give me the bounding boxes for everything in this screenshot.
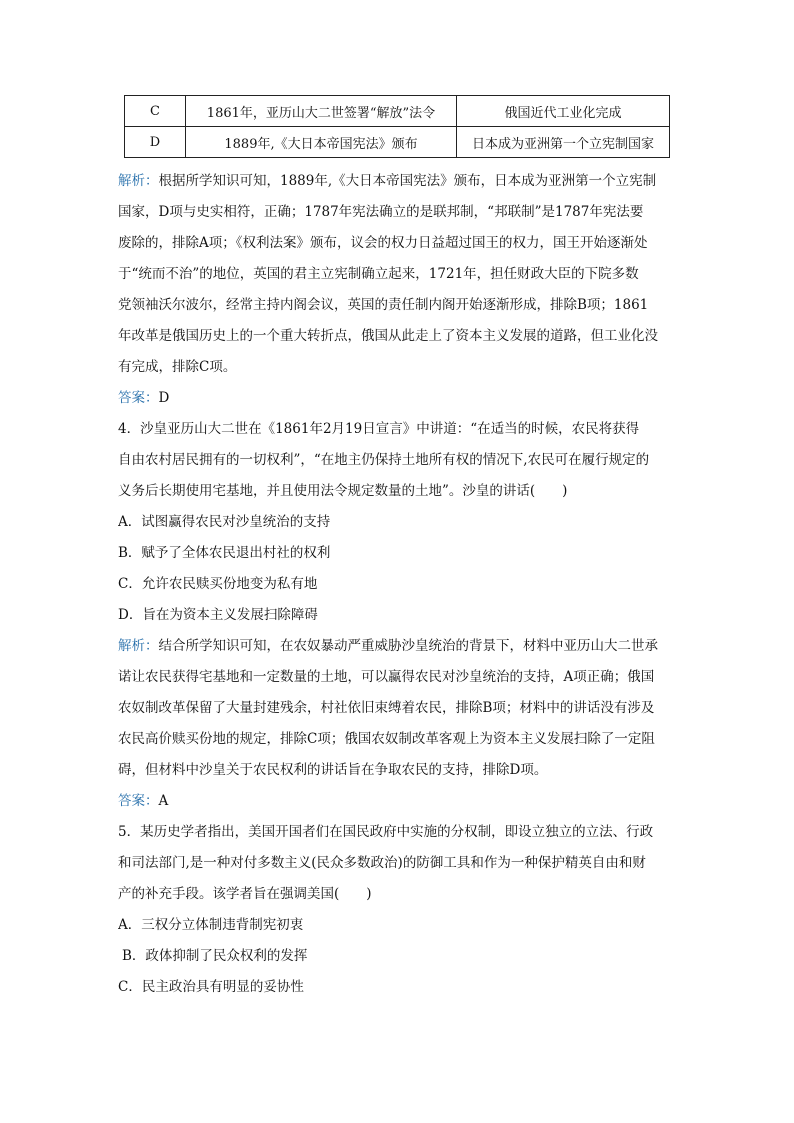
answer-label: 答案： <box>118 390 159 406</box>
analysis-label: 解析： <box>118 173 159 189</box>
analysis-label: 解析： <box>118 638 159 654</box>
q5-stem-line: 产的补充手段。该学者旨在强调美国( ) <box>118 886 372 902</box>
q3-analysis-line: 年改革是俄国历史上的一个重大转折点，俄国从此走上了资本主义发展的道路，但工业化没 <box>118 328 658 344</box>
option-event: 1889年,《大日本帝国宪法》颁布 <box>186 127 457 158</box>
option-result: 日本成为亚洲第一个立宪制国家 <box>457 127 670 158</box>
q3-analysis-line: 解析：根据所学知识可知，1889年,《大日本帝国宪法》颁布，日本成为亚洲第一个立宪制 <box>118 173 657 189</box>
q4-option: C．允许农民赎买份地变为私有地 <box>118 576 318 592</box>
q4-option: B．赋予了全体农民退出村社的权利 <box>118 545 331 561</box>
table-row <box>125 127 670 158</box>
option-letter: C <box>125 96 186 127</box>
q4-stem-line: 自由农村居民拥有的一切权利”，“在地主仍保持土地所有权的情况下,农民可在履行规定的 <box>118 452 650 468</box>
q3-analysis-line: 废除的，排除A项；《权利法案》颁布，议会的权力日益超过国王的权力，国王开始逐渐处 <box>118 235 648 251</box>
q5-option: A．三权分立体制违背制宪初衷 <box>118 917 304 933</box>
q4-stem-line: 义务后长期使用宅基地，并且使用法令规定数量的土地”。沙皇的讲话( ) <box>118 483 568 499</box>
q4-option: A．试图赢得农民对沙皇统治的支持 <box>118 514 331 530</box>
q4-analysis-line: 碍，但材料中沙皇关于农民权利的讲话旨在争取农民的支持，排除D项。 <box>118 762 548 778</box>
q3-analysis-line: 有完成，排除C项。 <box>118 359 237 375</box>
q4-analysis-line: 解析：结合所学知识可知，在农奴暴动严重威胁沙皇统治的背景下，材料中亚历山大二世承 <box>118 638 658 654</box>
q4-analysis-line: 农民高价赎买份地的规定，排除C项；俄国农奴制改革客观上为资本主义发展扫除了一定阻 <box>118 731 655 747</box>
q4-analysis-line: 农奴制改革保留了大量封建残余，村社依旧束缚着农民，排除B项；材料中的讲话没有涉及 <box>118 700 655 716</box>
q5-option: C．民主政治具有明显的妥协性 <box>118 979 304 995</box>
q3-analysis-line: 国家，D项与史实相符，正确；1787年宪法确立的是联邦制，“邦联制”是1787年宪法要 <box>118 204 644 220</box>
q3-analysis-line: 于“统而不治”的地位，英国的君主立宪制确立起来，1721年，担任财政大臣的下院多数 <box>118 266 639 282</box>
answer-label: 答案： <box>118 793 159 809</box>
q4-answer <box>118 786 678 817</box>
q4-option: D．旨在为资本主义发展扫除障碍 <box>118 607 318 623</box>
table-row <box>125 96 670 127</box>
q5-option: B．政体抑制了民众权利的发挥 <box>122 948 308 964</box>
q5-stem-line: 5．某历史学者指出，美国开国者们在国民政府中实施的分权制，即设立独立的立法、行政 <box>118 824 654 840</box>
option-event: 1861年，亚历山大二世签署“解放”法令 <box>186 96 457 127</box>
q3-answer <box>118 383 678 414</box>
options-table <box>124 95 670 158</box>
answer-value: D <box>158 390 170 406</box>
q5-stem-line: 和司法部门,是一种对付多数主义(民众多数政治)的防御工具和作为一种保护精英自由和财 <box>118 855 646 871</box>
q4-stem-line: 4．沙皇亚历山大二世在《1861年2月19日宣言》中讲道：“在适当的时候，农民将获得 <box>118 421 640 437</box>
document-body <box>118 166 678 1003</box>
q3-analysis-line: 党领袖沃尔波尔，经常主持内阁会议，英国的责任制内阁开始逐渐形成，排除B项；1861 <box>118 297 649 313</box>
answer-value: A <box>158 793 169 809</box>
option-letter: D <box>125 127 186 158</box>
option-result: 俄国近代工业化完成 <box>457 96 670 127</box>
q4-analysis-line: 诺让农民获得宅基地和一定数量的土地，可以赢得农民对沙皇统治的支持，A项正确；俄国 <box>118 669 655 685</box>
